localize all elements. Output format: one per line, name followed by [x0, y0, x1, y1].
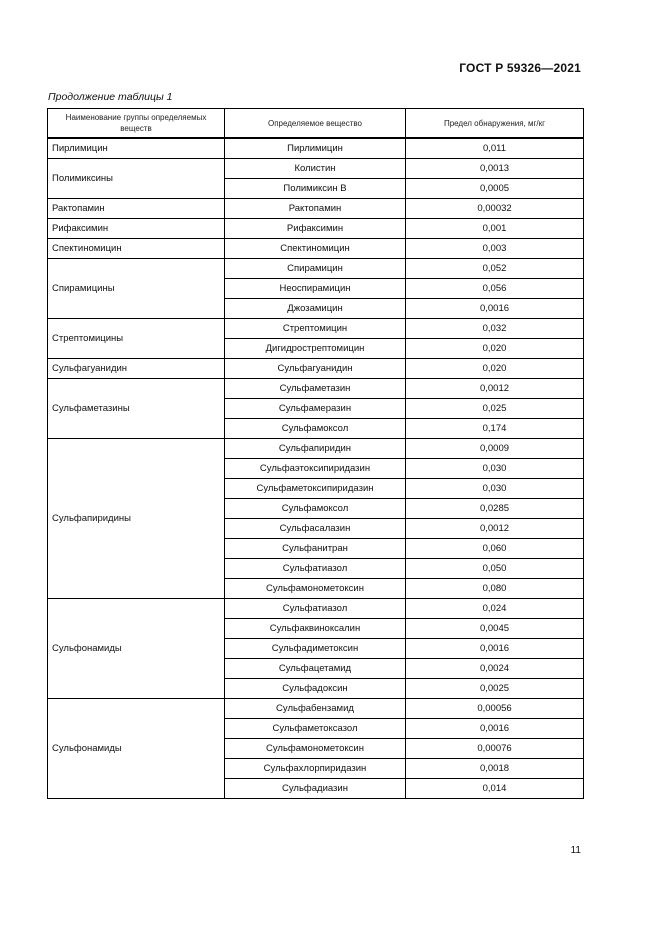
- detection-limit-cell: 0,00076: [406, 739, 584, 759]
- substance-cell: Сульфадоксин: [225, 679, 406, 699]
- detection-limit-cell: 0,003: [406, 239, 584, 259]
- detection-limit-cell: 0,0005: [406, 179, 584, 199]
- table-row: [48, 699, 584, 719]
- substance-cell: Сульфамоксол: [225, 499, 406, 519]
- detection-limit-cell: 0,174: [406, 419, 584, 439]
- detection-limit-cell: 0,014: [406, 779, 584, 799]
- detection-limit-cell: 0,020: [406, 339, 584, 359]
- substance-cell: Сульфаэтоксипиридазин: [225, 459, 406, 479]
- group-name-cell: Сульфонамиды: [48, 699, 225, 799]
- detection-limit-cell: 0,052: [406, 259, 584, 279]
- substance-cell: Сульфапиридин: [225, 439, 406, 459]
- substance-cell: Полимиксин В: [225, 179, 406, 199]
- column-header-group: Наименование группы определяемых веществ: [48, 109, 225, 139]
- table-row: [48, 219, 584, 239]
- detection-limit-cell: 0,011: [406, 138, 584, 159]
- table-body: [48, 138, 584, 799]
- page-number: 11: [570, 845, 581, 856]
- substance-cell: Сульфадиметоксин: [225, 639, 406, 659]
- detection-limit-cell: 0,0012: [406, 379, 584, 399]
- substance-cell: Сульфасалазин: [225, 519, 406, 539]
- group-name-cell: Сульфагуанидин: [48, 359, 225, 379]
- group-name-cell: Сульфаметазины: [48, 379, 225, 439]
- column-header-limit: Предел обнаружения, мг/кг: [406, 109, 584, 139]
- substance-cell: Спирамицин: [225, 259, 406, 279]
- detection-limit-cell: 0,001: [406, 219, 584, 239]
- substance-cell: Сульфабензамид: [225, 699, 406, 719]
- detection-limit-cell: 0,0013: [406, 159, 584, 179]
- substance-cell: Колистин: [225, 159, 406, 179]
- substance-cell: Сульфаметоксипиридазин: [225, 479, 406, 499]
- detection-limit-cell: 0,0045: [406, 619, 584, 639]
- table-row: [48, 159, 584, 179]
- detection-limit-cell: 0,0009: [406, 439, 584, 459]
- detection-limit-cell: 0,0285: [406, 499, 584, 519]
- detection-limit-cell: 0,0018: [406, 759, 584, 779]
- detection-limit-cell: 0,00032: [406, 199, 584, 219]
- group-name-cell: Рактопамин: [48, 199, 225, 219]
- substance-cell: Спектиномицин: [225, 239, 406, 259]
- detection-limit-cell: 0,030: [406, 479, 584, 499]
- substance-cell: Сульфагуанидин: [225, 359, 406, 379]
- standard-code: ГОСТ Р 59326—2021: [459, 61, 581, 75]
- substance-cell: Сульфамоксол: [225, 419, 406, 439]
- substance-cell: Сульфацетамид: [225, 659, 406, 679]
- table-row: [48, 359, 584, 379]
- detection-limit-cell: 0,056: [406, 279, 584, 299]
- substance-cell: Сульфаметоксазол: [225, 719, 406, 739]
- detection-limit-cell: 0,0024: [406, 659, 584, 679]
- detection-limit-cell: 0,020: [406, 359, 584, 379]
- detection-limit-cell: 0,0012: [406, 519, 584, 539]
- detection-limit-cell: 0,060: [406, 539, 584, 559]
- substance-cell: Сульфатиазол: [225, 599, 406, 619]
- detection-limit-cell: 0,0016: [406, 639, 584, 659]
- detection-limit-cell: 0,030: [406, 459, 584, 479]
- table-row: [48, 379, 584, 399]
- substance-cell: Стрептомицин: [225, 319, 406, 339]
- table-header: [48, 109, 584, 139]
- table-row: [48, 319, 584, 339]
- table-row: [48, 599, 584, 619]
- detection-limit-cell: 0,0016: [406, 719, 584, 739]
- substance-cell: Джозамицин: [225, 299, 406, 319]
- detection-limit-cell: 0,032: [406, 319, 584, 339]
- group-name-cell: Стрептомицины: [48, 319, 225, 359]
- column-header-substance: Определяемое вещество: [225, 109, 406, 139]
- substance-cell: Дигидрострептомицин: [225, 339, 406, 359]
- substance-cell: Пирлимицин: [225, 138, 406, 159]
- substance-cell: Сульфатиазол: [225, 559, 406, 579]
- substance-cell: Сульфаметазин: [225, 379, 406, 399]
- substance-cell: Рактопамин: [225, 199, 406, 219]
- table-row: [48, 199, 584, 219]
- substance-cell: Сульфахлорпиридазин: [225, 759, 406, 779]
- table-row: [48, 439, 584, 459]
- detection-limit-cell: 0,025: [406, 399, 584, 419]
- substance-cell: Сульфаквиноксалин: [225, 619, 406, 639]
- detection-limit-cell: 0,080: [406, 579, 584, 599]
- header-row: [48, 109, 584, 139]
- detection-limit-cell: 0,050: [406, 559, 584, 579]
- group-name-cell: Пирлимицин: [48, 138, 225, 159]
- group-name-cell: Сульфонамиды: [48, 599, 225, 699]
- group-name-cell: Полимиксины: [48, 159, 225, 199]
- group-name-cell: Сульфапиридины: [48, 439, 225, 599]
- detection-limit-cell: 0,0025: [406, 679, 584, 699]
- substance-cell: Сульфамеразин: [225, 399, 406, 419]
- group-name-cell: Спектиномицин: [48, 239, 225, 259]
- substance-cell: Сульфадиазин: [225, 779, 406, 799]
- substance-cell: Сульфамонометоксин: [225, 579, 406, 599]
- detection-limit-cell: 0,00056: [406, 699, 584, 719]
- detection-limit-cell: 0,0016: [406, 299, 584, 319]
- substance-cell: Неоспирамицин: [225, 279, 406, 299]
- table-caption: Продолжение таблицы 1: [48, 91, 173, 103]
- detection-limit-cell: 0,024: [406, 599, 584, 619]
- table-row: [48, 138, 584, 159]
- substance-cell: Рифаксимин: [225, 219, 406, 239]
- substance-cell: Сульфанитран: [225, 539, 406, 559]
- group-name-cell: Спирамицины: [48, 259, 225, 319]
- detection-limits-table: [47, 108, 584, 799]
- table-row: [48, 239, 584, 259]
- group-name-cell: Рифаксимин: [48, 219, 225, 239]
- table-row: [48, 259, 584, 279]
- substance-cell: Сульфамонометоксин: [225, 739, 406, 759]
